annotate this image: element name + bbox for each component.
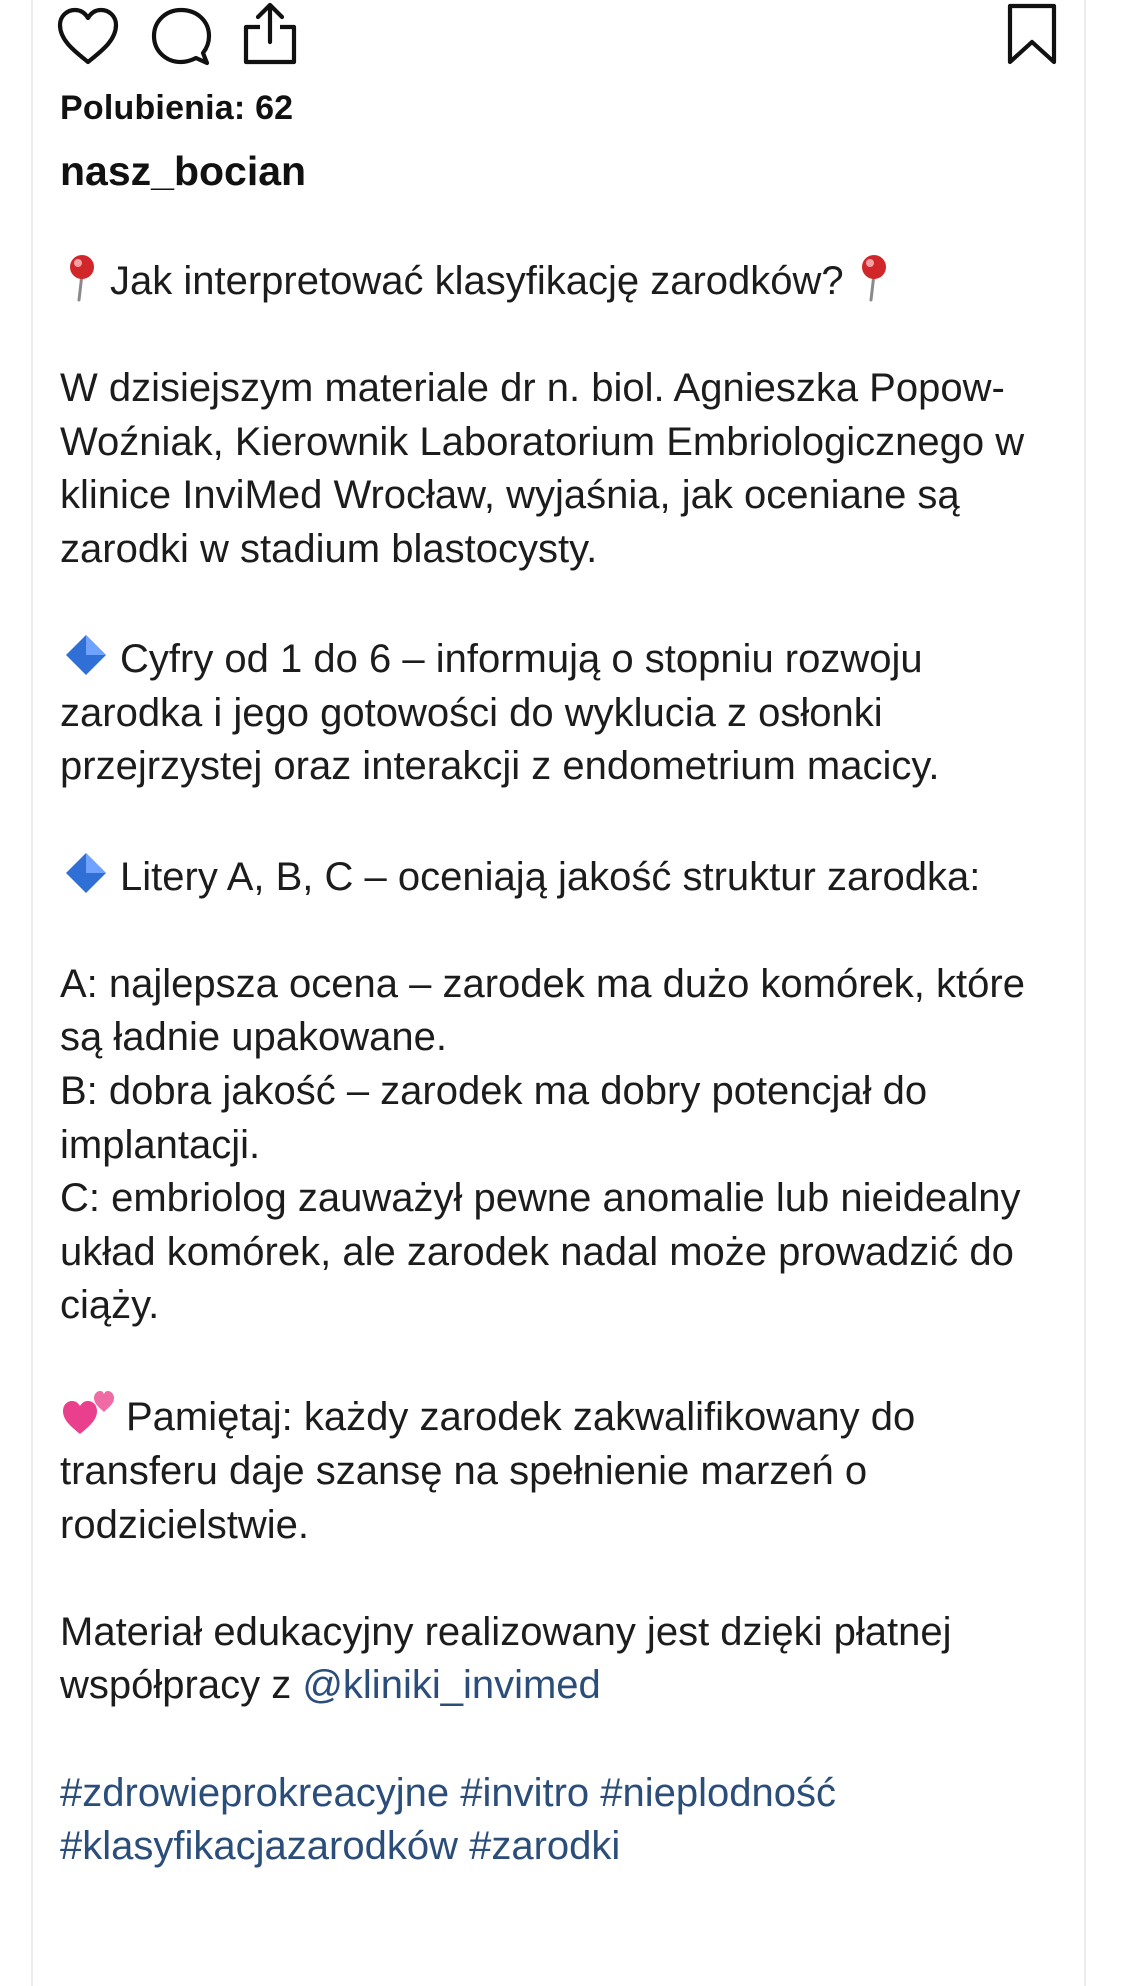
sponsor-text: Materiał edukacyjny realizowany jest dzięki płatnej współpracy z	[60, 1609, 952, 1708]
letters-text: Litery A, B, C – oceniają jakość struktur zarodka:	[120, 854, 981, 899]
likes-count[interactable]: Polubienia: 62	[60, 89, 294, 127]
blue-diamond-icon	[60, 630, 112, 680]
grade-a: A: najlepsza ocena – zarodek ma dużo komórek, które są ładnie upakowane.	[60, 961, 1025, 1060]
share-upload-icon[interactable]	[240, 0, 300, 66]
blue-diamond-icon	[60, 848, 112, 898]
caption-headline	[60, 252, 1070, 309]
caption-intro: W dzisiejszym materiale dr n. biol. Agnieszka Popow-Woźniak, Kierownik Laboratorium Embriologicznego w klinice InviMed Wrocław, wyjaśnia, jak oceniane są zarodki w stadium blastocysty.	[60, 366, 1025, 571]
hashtag-link[interactable]: #zarodki	[469, 1824, 621, 1869]
sponsor-mention-link[interactable]: @kliniki_invimed	[302, 1663, 601, 1708]
two-hearts-icon	[60, 1386, 118, 1438]
caption-digits	[60, 630, 1070, 794]
hashtag-link[interactable]: #klasyfikacjazarodków	[60, 1824, 458, 1869]
caption-sponsor	[60, 1606, 1070, 1713]
post-action-bar	[56, 0, 1066, 78]
pushpin-icon	[60, 252, 104, 302]
bookmark-icon[interactable]	[1006, 2, 1058, 66]
remember-text: Pamiętaj: każdy zarodek zakwalifikowany do transferu daje szansę na spełnienie marzeń o rodzicielstwie.	[60, 1395, 916, 1547]
comment-bubble-icon[interactable]	[150, 6, 212, 68]
grade-c: C: embriolog zauważył pewne anomalie lub nieidealny układ komórek, ale zarodek nadal może prowadzić do ciąży.	[60, 1176, 1021, 1328]
grade-b: B: dobra jakość – zarodek ma dobry potencjał do implantacji.	[60, 1068, 928, 1167]
hashtag-link[interactable]: #zdrowieprokreacyjne	[60, 1770, 450, 1815]
caption-letters	[60, 848, 1070, 905]
hashtag-link[interactable]: #nieplodność	[600, 1770, 837, 1815]
author-username[interactable]: nasz_bocian	[60, 148, 307, 194]
headline-text: Jak interpretować klasyfikację zarodków?	[110, 259, 844, 303]
pushpin-icon	[852, 252, 896, 302]
hashtag-link[interactable]: #invitro	[460, 1770, 590, 1815]
heart-outline-icon[interactable]	[56, 6, 120, 66]
hashtags	[60, 1767, 1070, 1874]
caption-remember	[60, 1386, 1070, 1552]
post-caption	[60, 252, 1070, 1874]
digits-text: Cyfry od 1 do 6 – informują o stopniu rozwoju zarodka i jego gotowości do wyklucia z osłonki przejrzystej oraz interakcji z endometrium macicy.	[60, 637, 940, 789]
